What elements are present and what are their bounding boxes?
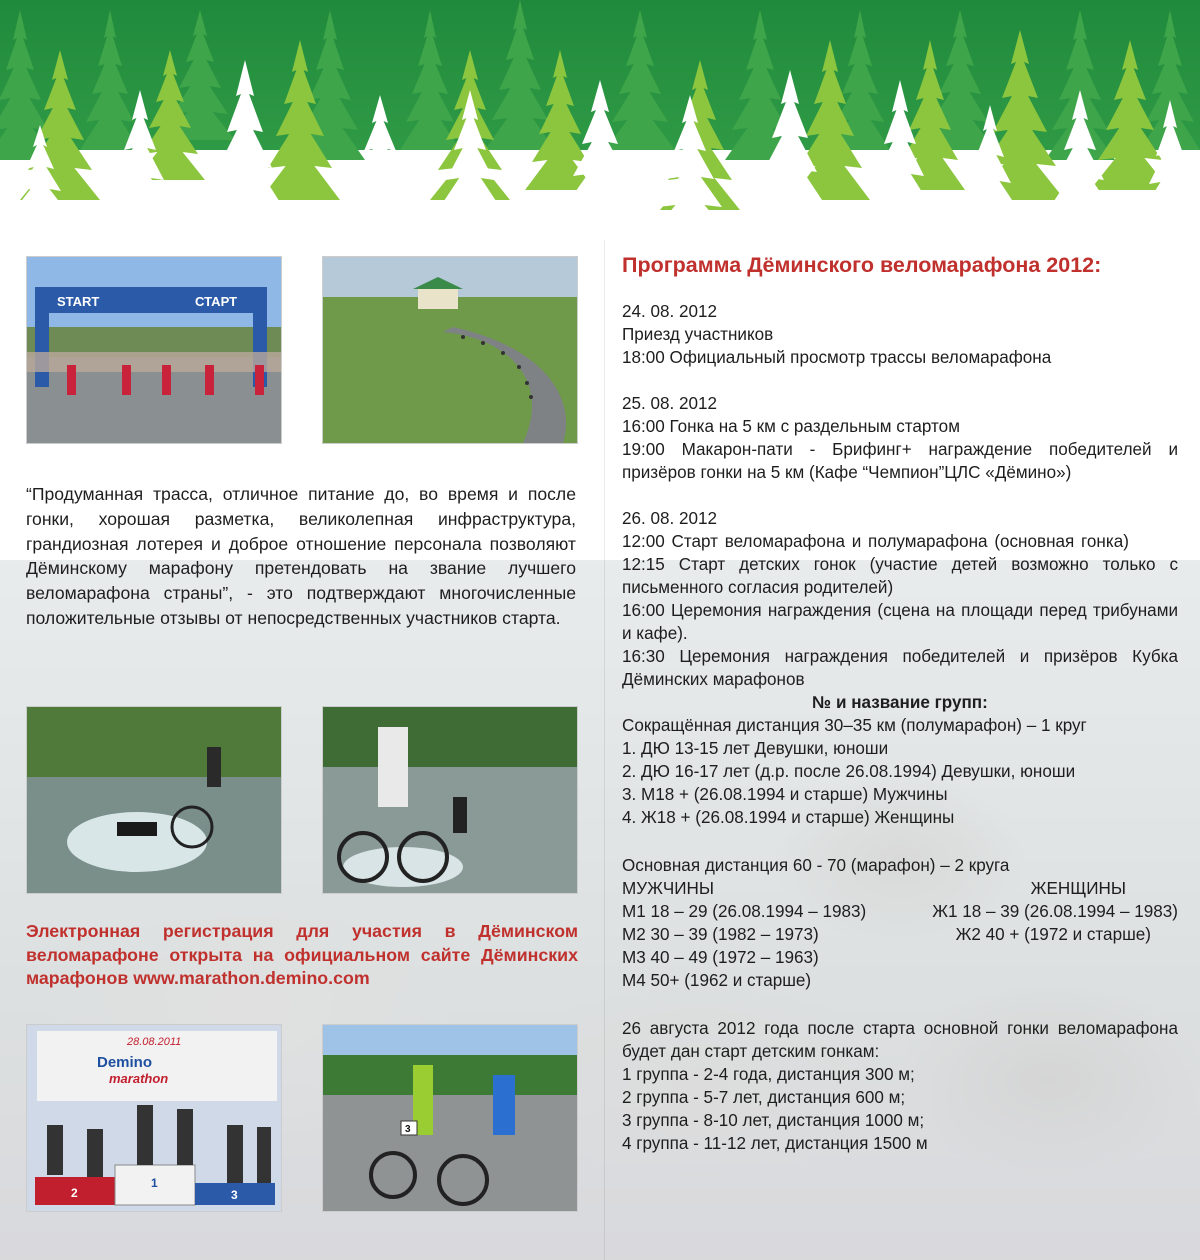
women-label: ЖЕНЩИНЫ (1030, 879, 1126, 898)
group-row (622, 900, 1178, 923)
day3-item: 12:00 Старт веломарафона и полумарафона (основная гонка) (622, 532, 1129, 551)
day3-item: 12:15 Старт детских гонок (участие детей возможно только с письменного согласия родителей) (622, 555, 1178, 597)
arch-banner-start: START (57, 294, 100, 309)
photo-podium (26, 1024, 282, 1212)
forest-ground (0, 215, 1200, 240)
program-title: Программа Дёминского веломарафона 2012: (622, 253, 1102, 277)
podium-place-2: 2 (71, 1186, 78, 1200)
group-row (622, 923, 1178, 946)
photo-river-crossing (322, 706, 578, 894)
groups-title: № и название групп: (812, 693, 988, 712)
participant-quote: “Продуманная трасса, отличное питание до, во время и после гонки, хорошая разметка, великолепная инфраструктура, грандиозная лотерея и доброе отношение персонала позволяют Дёминскому марафону претендовать на звание лучшего веломарафона страны”, - это подтверждают многочисленные положительные отзывы от непосредственных участников старта. (26, 484, 576, 628)
registration-notice: Электронная регистрация для участия в Дёминском веломарафоне открыта на официальном сайте Дёминских марафонов www.marathon.demino.com (26, 921, 578, 989)
short-group: 2. ДЮ 16-17 лет (д.р. после 26.08.1994) Девушки, юноши (622, 762, 1076, 781)
forest-header-illustration (0, 0, 1200, 240)
kids-group: 1 группа - 2-4 года, дистанция 300 м; (622, 1065, 915, 1084)
women-group: Ж1 18 – 39 (26.08.1994 – 1983) (932, 902, 1178, 921)
photo-riders-road (322, 256, 578, 444)
photo-water-fall (26, 706, 282, 894)
men-label: МУЖЧИНЫ (622, 879, 715, 898)
day2-item: 16:00 Гонка на 5 км с раздельным стартом (622, 417, 960, 436)
men-group: М1 18 – 29 (26.08.1994 – 1983) (622, 902, 867, 921)
short-group: 3. М18 + (26.08.1994 и старше) Мужчины (622, 785, 948, 804)
day2-item: 19:00 Макарон-пати - Брифинг+ награждение победителей и призёров гонки на 5 км (Кафе “Чемпион”ЦЛС «Дёмино») (622, 440, 1178, 482)
day3-item: 16:00 Церемония награждения (сцена на площади перед трибунами и кафе). (622, 601, 1178, 643)
day3-date: 26. 08. 2012 (622, 509, 718, 528)
podium-place-3: 3 (231, 1188, 238, 1202)
men-group: М4 50+ (1962 и старше) (622, 971, 812, 990)
men-group: М2 30 – 39 (1982 – 1973) (622, 925, 819, 944)
short-distance-label: Сокращённая дистанция 30–35 км (полумарафон) – 1 круг (622, 716, 1087, 735)
podium-place-1: 1 (151, 1176, 158, 1190)
short-group: 1. ДЮ 13-15 лет Девушки, юноши (622, 739, 889, 758)
kids-bib-number: 3 (405, 1124, 411, 1135)
day2-date: 25. 08. 2012 (622, 394, 718, 413)
program-section (622, 252, 1178, 1155)
day3-item: 16:30 Церемония награждения победителей и призёров Кубка Дёминских марафонов (622, 647, 1178, 689)
photo-start-arch (26, 256, 282, 444)
day1-item: 18:00 Официальный просмотр трассы веломарафона (622, 348, 1052, 367)
kids-group: 2 группа - 5-7 лет, дистанция 600 м; (622, 1088, 906, 1107)
kids-intro: 26 августа 2012 года после старта основной гонки веломарафона будет дан старт детским гонкам: (622, 1019, 1178, 1061)
men-group: М3 40 – 49 (1972 – 1963) (622, 948, 819, 967)
arch-banner-start-ru: СТАРТ (195, 294, 238, 309)
kids-group: 4 группа - 11-12 лет, дистанция 1500 м (622, 1134, 928, 1153)
photo-kids-race (322, 1024, 578, 1212)
podium-banner-sub: marathon (109, 1071, 169, 1086)
main-distance-label: Основная дистанция 60 - 70 (марафон) – 2 круга (622, 856, 1010, 875)
women-group: Ж2 40 + (1972 и старше) (955, 925, 1151, 944)
kids-group: 3 группа - 8-10 лет, дистанция 1000 м; (622, 1111, 925, 1130)
short-group: 4. Ж18 + (26.08.1994 и старше) Женщины (622, 808, 955, 827)
day1-date: 24. 08. 2012 (622, 302, 718, 321)
day1-item: Приезд участников (622, 325, 774, 344)
gender-headers (622, 877, 1178, 900)
podium-banner-brand: Demino (97, 1054, 153, 1071)
podium-banner-date: 28.08.2011 (127, 1036, 182, 1048)
